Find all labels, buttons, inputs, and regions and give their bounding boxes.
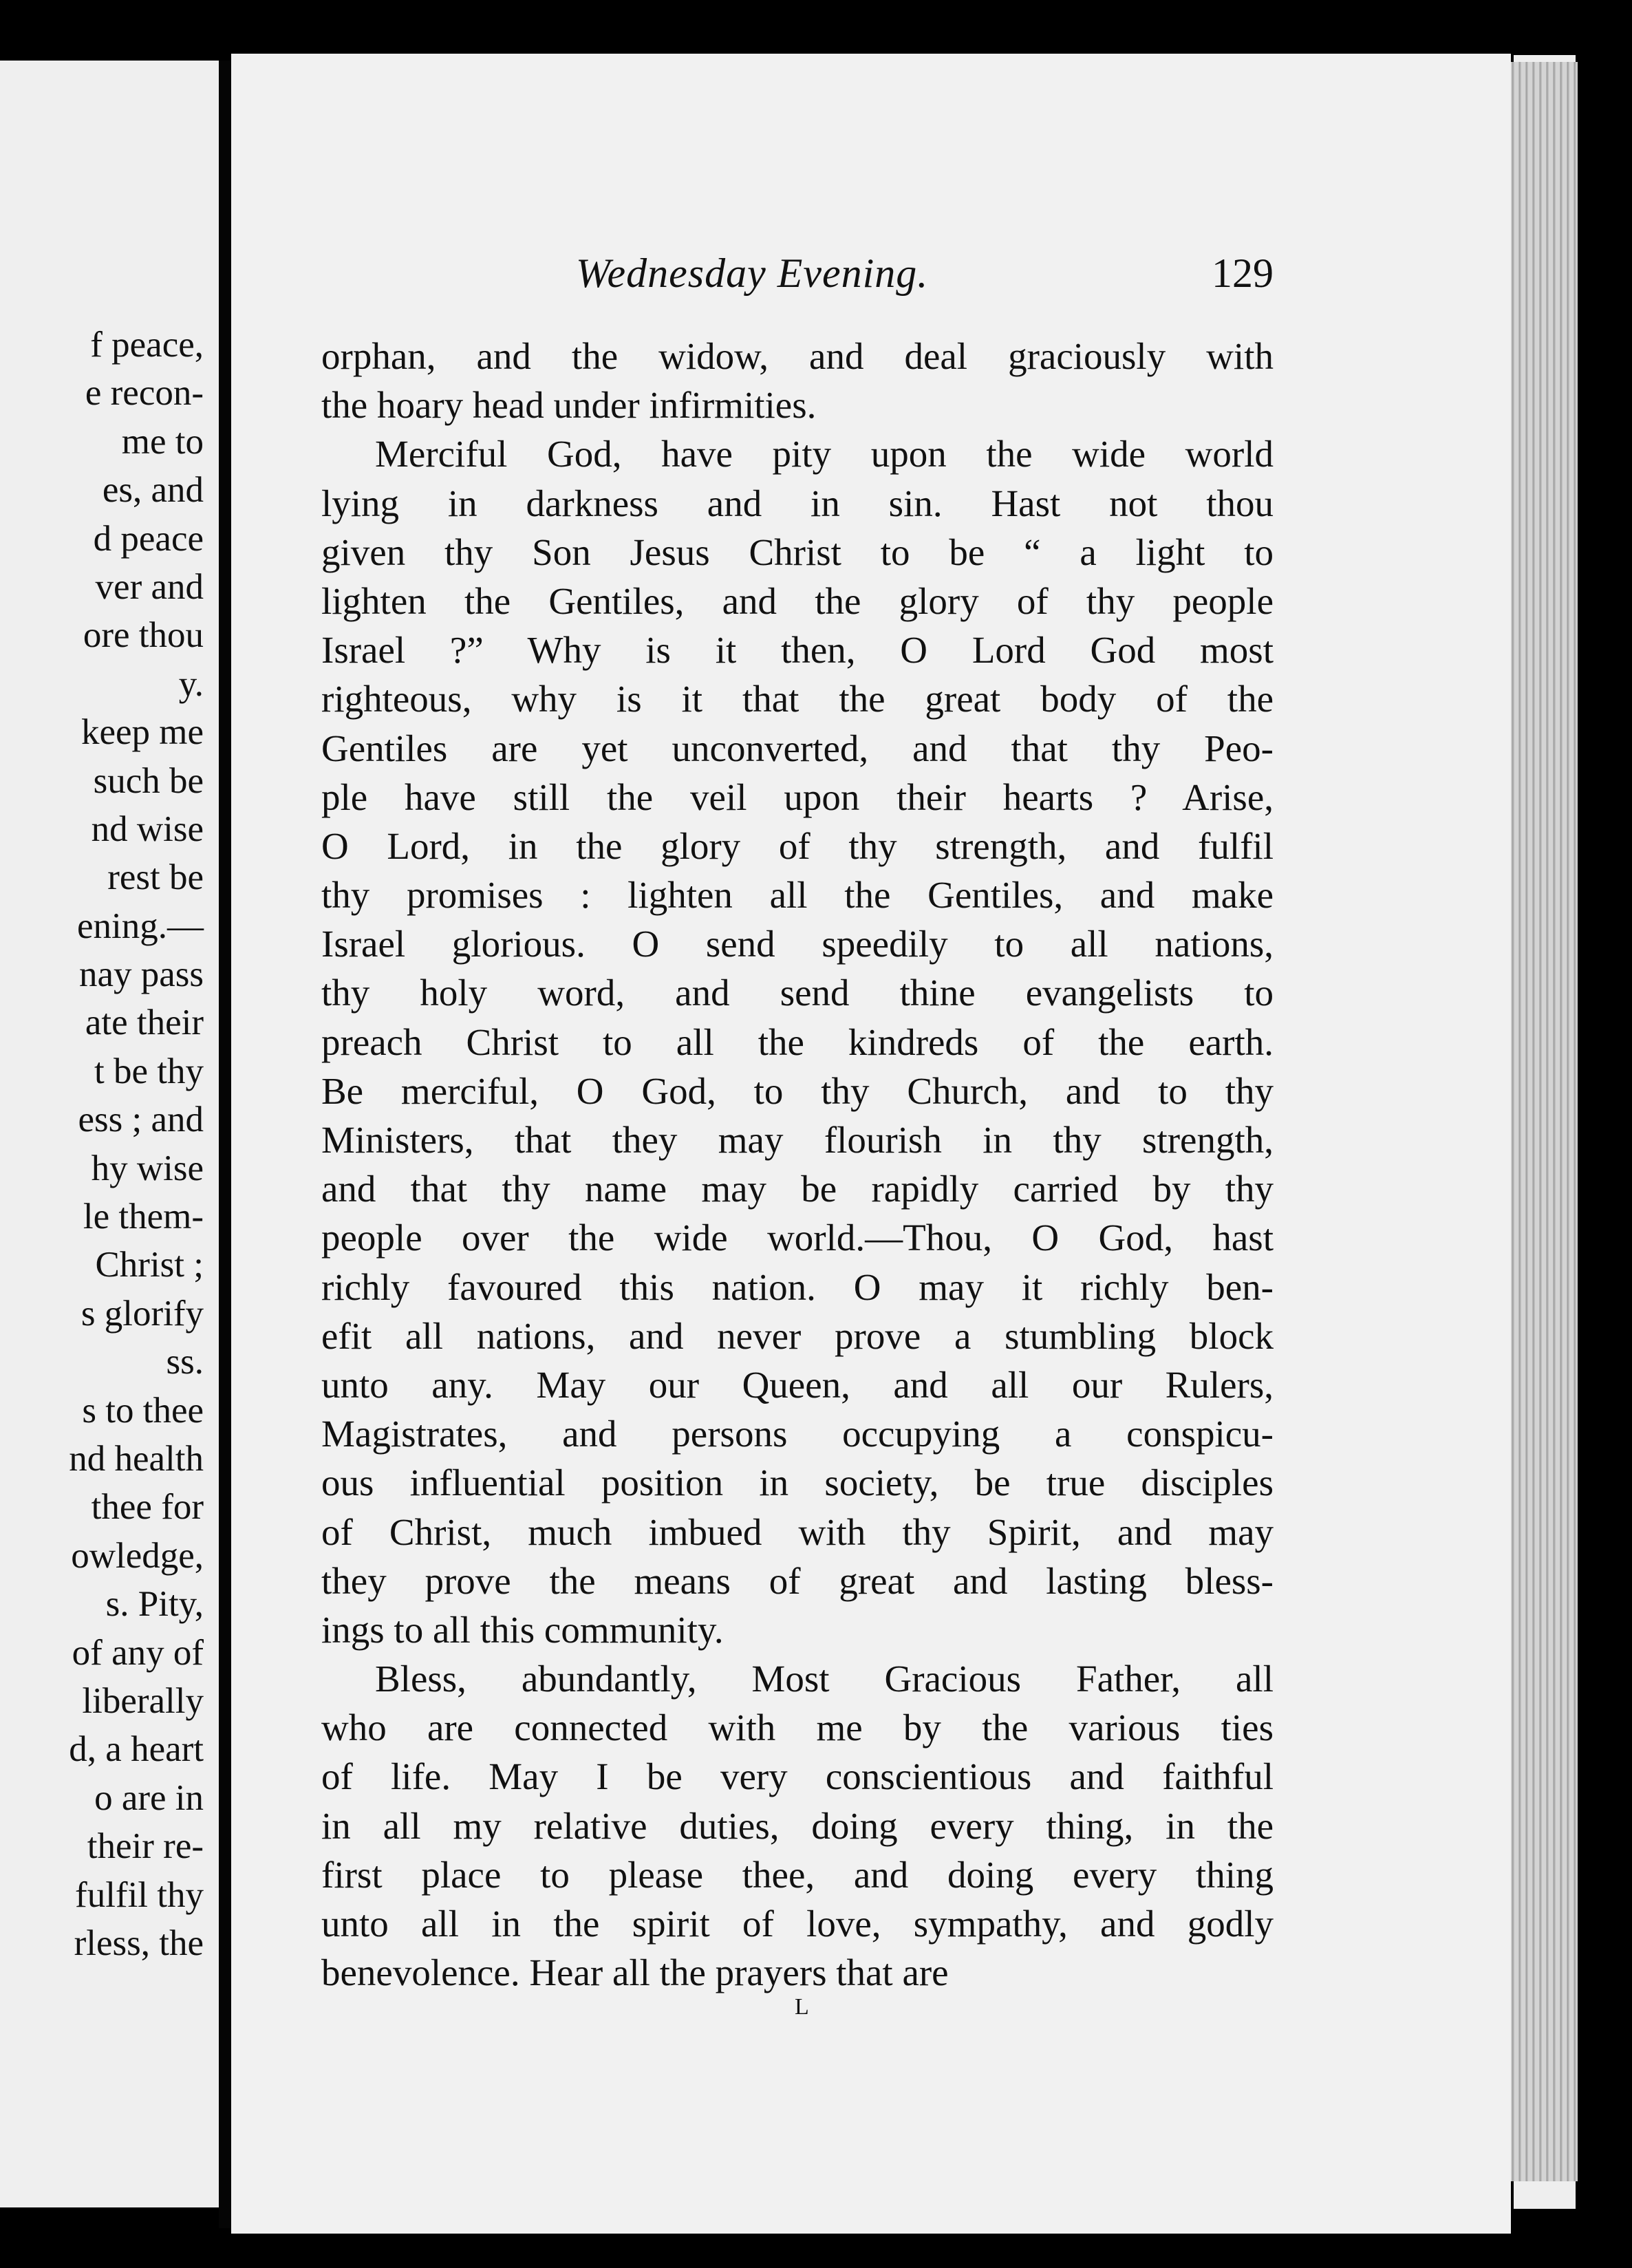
left-text-line: thee for bbox=[91, 1487, 204, 1528]
body-text bbox=[321, 332, 1274, 1997]
left-page-text bbox=[0, 321, 204, 1967]
signature-mark: L bbox=[795, 1994, 809, 2020]
text-line: they prove the means of great and lasting bless- bbox=[321, 1559, 1274, 1602]
left-text-line: ening.— bbox=[77, 906, 204, 946]
left-text-line: f peace, bbox=[90, 325, 204, 365]
text-line: O Lord, in the glory of thy strength, and fulfil bbox=[321, 824, 1274, 867]
text-line: and that thy name may be rapidly carried by thy bbox=[321, 1168, 1274, 1210]
left-text-line: me to bbox=[121, 421, 204, 462]
text-line: Magistrates, and persons occupying a conspicu- bbox=[321, 1413, 1274, 1455]
text-line: Israel ?” Why is it then, O Lord God most bbox=[321, 629, 1274, 672]
text-line: lying in darkness and in sin. Hast not thou bbox=[321, 482, 1274, 524]
text-line: righteous, why is it that the great body of the bbox=[321, 678, 1274, 720]
left-text-line: fulfil thy bbox=[75, 1874, 204, 1915]
left-text-line: d, a heart bbox=[69, 1729, 204, 1770]
left-text-line: nd health bbox=[69, 1438, 204, 1479]
text-line: first place to please thee, and doing every thing bbox=[321, 1853, 1274, 1896]
running-head bbox=[321, 246, 1274, 314]
left-text-line: y. bbox=[178, 663, 204, 704]
text-line: richly favoured this nation. O may it richly ben- bbox=[321, 1265, 1274, 1308]
left-text-line: keep me bbox=[80, 712, 204, 753]
text-line: given thy Son Jesus Christ to be “ a light to bbox=[321, 531, 1274, 573]
text-line: unto any. May our Queen, and all our Rulers, bbox=[321, 1363, 1274, 1406]
left-text-line: hy wise bbox=[91, 1148, 204, 1188]
left-text-line: ver and bbox=[95, 566, 204, 607]
left-text-line: liberally bbox=[82, 1680, 204, 1721]
left-text-line: such be bbox=[93, 760, 204, 801]
text-line: Ministers, that they may flourish in thy strength, bbox=[321, 1119, 1274, 1161]
left-text-line: ate their bbox=[85, 1003, 204, 1043]
text-line: Merciful God, have pity upon the wide world bbox=[375, 433, 1274, 475]
text-line: lighten the Gentiles, and the glory of thy people bbox=[321, 579, 1274, 622]
text-line: Be merciful, O God, to thy Church, and to thy bbox=[321, 1069, 1274, 1112]
text-line: of Christ, much imbued with thy Spirit, and may bbox=[321, 1510, 1274, 1553]
left-text-line: their re- bbox=[87, 1826, 204, 1867]
left-text-line: rest be bbox=[107, 857, 204, 898]
text-line: preach Christ to all the kindreds of the earth. bbox=[321, 1020, 1274, 1063]
text-line: ings to all this community. bbox=[321, 1608, 724, 1651]
page-number: 129 bbox=[1212, 250, 1274, 296]
left-text-line: es, and bbox=[102, 470, 204, 511]
left-text-line: e recon- bbox=[85, 373, 204, 414]
left-text-line: ess ; and bbox=[78, 1100, 204, 1140]
left-text-line: rless, the bbox=[74, 1923, 204, 1963]
text-line: thy holy word, and send thine evangelists to bbox=[321, 972, 1274, 1014]
left-text-line: o are in bbox=[94, 1777, 204, 1818]
text-line: orphan, and the widow, and deal graciously with bbox=[321, 335, 1274, 377]
left-facing-page bbox=[0, 61, 219, 2207]
left-text-line: nd wise bbox=[91, 809, 204, 849]
left-text-line: owledge, bbox=[71, 1535, 204, 1576]
left-text-line: ore thou bbox=[83, 615, 204, 656]
text-line: unto all in the spirit of love, sympathy, and godly bbox=[321, 1903, 1274, 1945]
text-line: benevolence. Hear all the prayers that are bbox=[321, 1951, 949, 1994]
text-line: people over the wide world.—Thou, O God, hast bbox=[321, 1217, 1274, 1259]
text-line: the hoary head under infirmities. bbox=[321, 384, 817, 427]
text-line: Bless, abundantly, Most Gracious Father, all bbox=[375, 1658, 1274, 1700]
left-text-line: d peace bbox=[93, 518, 204, 559]
text-line: efit all nations, and never prove a stumbling block bbox=[321, 1314, 1274, 1357]
left-text-line: s. Pity, bbox=[105, 1584, 204, 1625]
left-text-line: ss. bbox=[166, 1342, 204, 1382]
text-line: Israel glorious. O send speedily to all nations, bbox=[321, 923, 1274, 965]
left-text-line: le them- bbox=[83, 1197, 204, 1237]
text-line: thy promises : lighten all the Gentiles, and make bbox=[321, 874, 1274, 917]
text-line: in all my relative duties, doing every thing, in the bbox=[321, 1804, 1274, 1847]
running-title: Wednesday Evening. bbox=[576, 250, 929, 296]
text-line: Gentiles are yet unconverted, and that thy Peo- bbox=[321, 727, 1274, 769]
text-line: who are connected with me by the various ties bbox=[321, 1707, 1274, 1749]
left-text-line: of any of bbox=[72, 1632, 204, 1673]
text-line: of life. May I be very conscientious and faithful bbox=[321, 1755, 1274, 1798]
left-text-line: nay pass bbox=[78, 954, 204, 995]
left-text-line: s to thee bbox=[82, 1390, 204, 1431]
text-block bbox=[321, 246, 1274, 1994]
left-text-line: t be thy bbox=[94, 1051, 204, 1091]
left-text-line: s glorify bbox=[80, 1293, 204, 1334]
left-text-line: Christ ; bbox=[95, 1245, 204, 1285]
text-line: ous influential position in society, be true disciples bbox=[321, 1462, 1274, 1504]
text-line: ple have still the veil upon their hearts ? Arise, bbox=[321, 775, 1274, 818]
